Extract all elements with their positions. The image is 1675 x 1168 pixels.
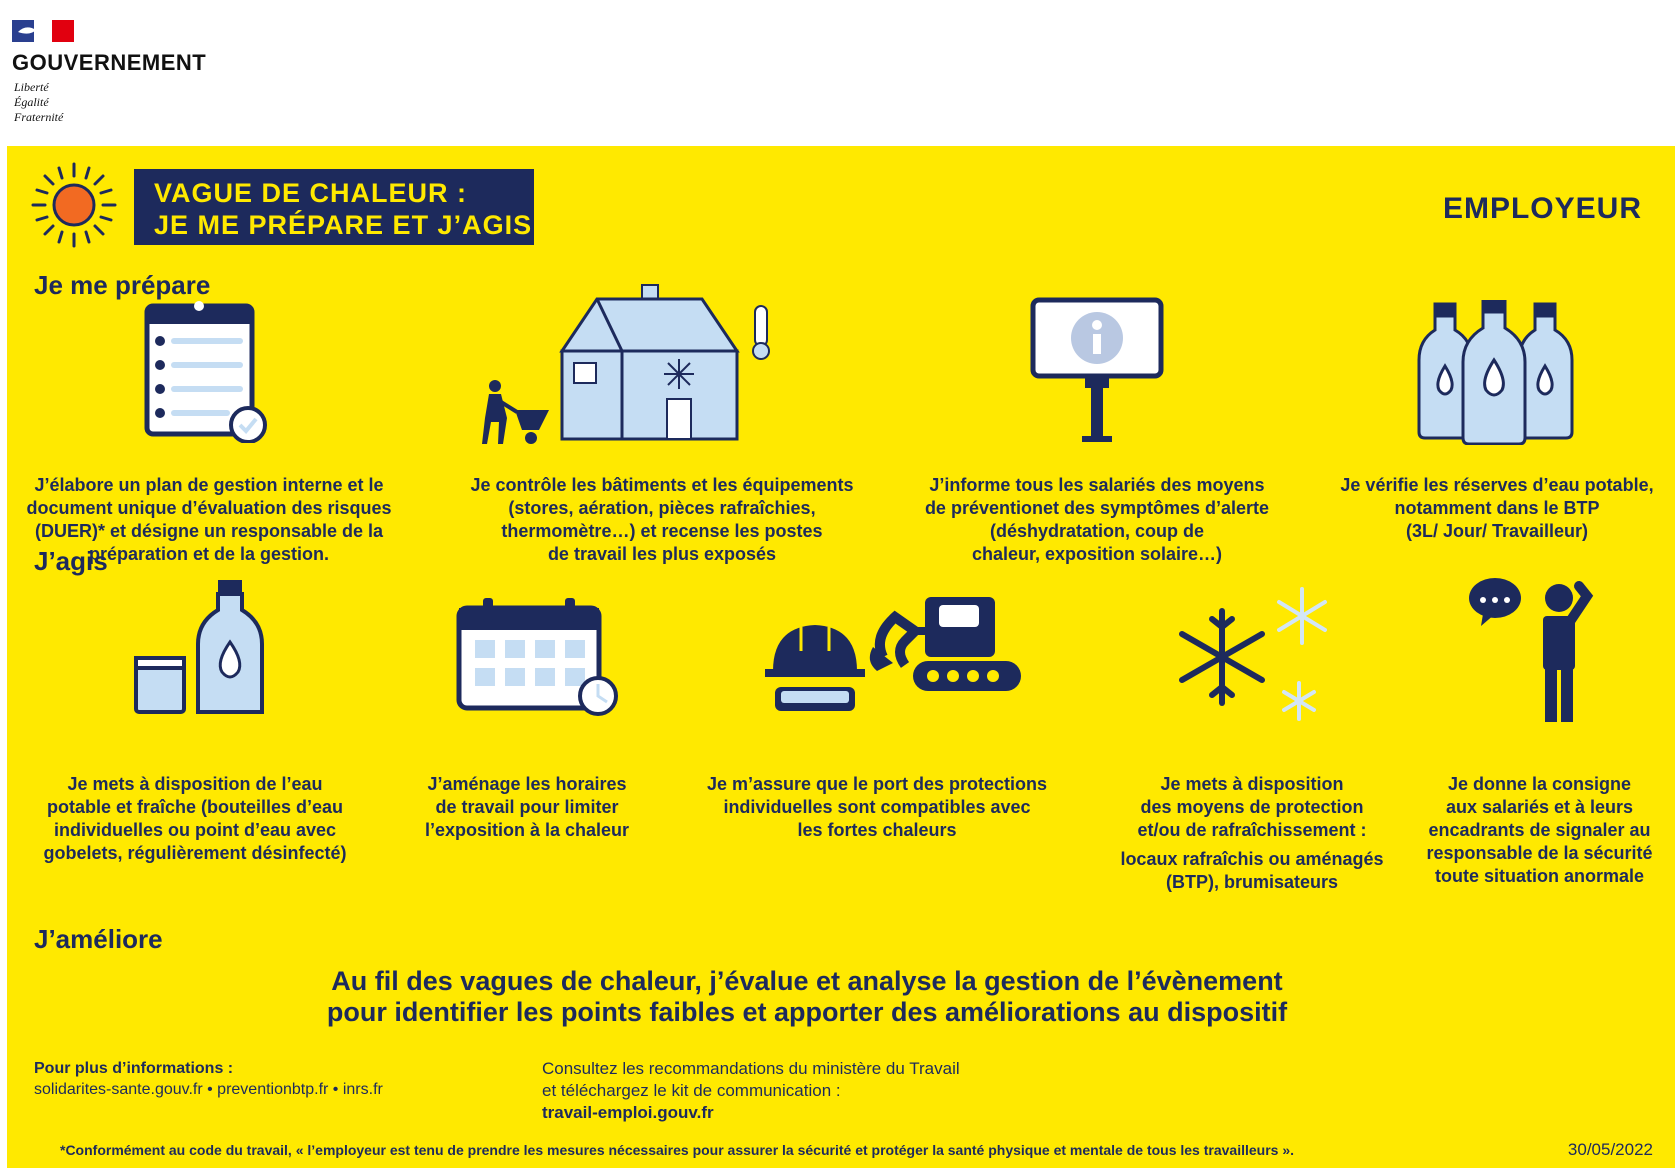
consult-link[interactable]: travail-emploi.gouv.fr	[542, 1103, 714, 1122]
marianne-flag-icon	[12, 20, 74, 42]
title-line-1: VAGUE DE CHALEUR :	[154, 178, 468, 208]
consult-line-1: Consultez les recommandations du ministère du Travail	[542, 1059, 960, 1078]
prepare-caption-4: Je vérifie les réserves d’eau potable, notamment dans le BTP (3L/ Jour/ Travailleur)	[1340, 475, 1654, 541]
consult-block	[542, 1058, 960, 1124]
water-bottles-icon	[1417, 300, 1582, 445]
republic-motto	[14, 80, 63, 125]
act-caption-4: Je mets à disposition des moyens de protection et/ou de rafraîchissement : locaux rafraîchis ou aménagés (BTP), brumisateurs	[1120, 774, 1384, 892]
act-caption-2: J’aménage les horaires de travail pour limiter l’exposition à la chaleur	[424, 774, 630, 840]
motto-fraternity: Fraternité	[14, 110, 64, 124]
improve-statement: Au fil des vagues de chaleur, j’évalue et analyse la gestion de l’évènement pour identifier les points faibles et apporter des améliorations au dispositif	[326, 966, 1288, 1027]
sun-icon	[31, 162, 117, 248]
info-sign-icon	[1027, 296, 1167, 446]
more-info-links[interactable]: solidarites-sante.gouv.fr • preventionbtp.fr • inrs.fr	[34, 1081, 383, 1098]
clipboard-checklist-icon	[142, 298, 272, 443]
more-info-block	[34, 1058, 383, 1100]
act-caption-5: Je donne la consigne aux salariés et à leurs encadrants de signaler au responsable de la sécurité toute situation anormale	[1426, 774, 1653, 886]
prepare-caption-2: Je contrôle les bâtiments et les équipements (stores, aération, pièces rafraîchies, thermomètre…) et recense les postes de travail les plus exposés	[470, 475, 854, 564]
more-info-title: Pour plus d’informations :	[34, 1060, 234, 1077]
worker-wheelbarrow-icon	[477, 378, 552, 448]
calendar-clock-icon	[455, 598, 625, 718]
person-phone-icon	[1467, 576, 1607, 726]
legal-footnote: *Conformément au code du travail, « l’employeur est tenu de prendre les mesures nécessaires pour assurer la sécurité et protéger la santé physique et mentale de tous les travailleurs ».	[60, 1142, 1295, 1158]
motto-liberty: Liberté	[14, 80, 49, 94]
audience-label: EMPLOYEUR	[1442, 192, 1642, 225]
government-logo	[12, 20, 242, 130]
heatwave-poster	[7, 146, 1675, 1168]
publication-date: 30/05/2022	[1567, 1140, 1653, 1159]
section-title-improve: J’améliore	[34, 924, 163, 954]
building-thermometer-icon	[522, 281, 822, 446]
consult-line-2: et téléchargez le kit de communication :	[542, 1081, 841, 1100]
snowflakes-icon	[1172, 581, 1342, 731]
motto-equality: Égalité	[14, 95, 49, 109]
poster-title	[134, 169, 534, 245]
act-caption-1: Je mets à disposition de l’eau potable et fraîche (bouteilles d’eau individuelles ou point d’eau avec gobelets, régulièrement désinfecté)	[43, 774, 347, 863]
title-line-2: JE ME PRÉPARE ET J’AGIS	[154, 210, 533, 240]
section-title-act: J’agis	[34, 546, 108, 576]
section-title-prepare: Je me prépare	[34, 270, 211, 300]
prepare-caption-3: J’informe tous les salariés des moyens de préventionet des symptômes d’alerte (déshydratation, coup de chaleur, exposition solaire…)	[924, 475, 1270, 564]
glass-bottle-icon	[132, 578, 272, 718]
act-caption-3: Je m’assure que le port des protections individuelles sont compatibles avec les fortes chaleurs	[706, 774, 1048, 840]
government-name: GOUVERNEMENT	[12, 50, 207, 75]
prepare-caption-1: J’élabore un plan de gestion interne et le document unique d’évaluation des risques (DUER)* et désigne un responsable de la préparation et de la gestion.	[26, 475, 392, 564]
helmet-excavator-icon	[765, 591, 1035, 721]
